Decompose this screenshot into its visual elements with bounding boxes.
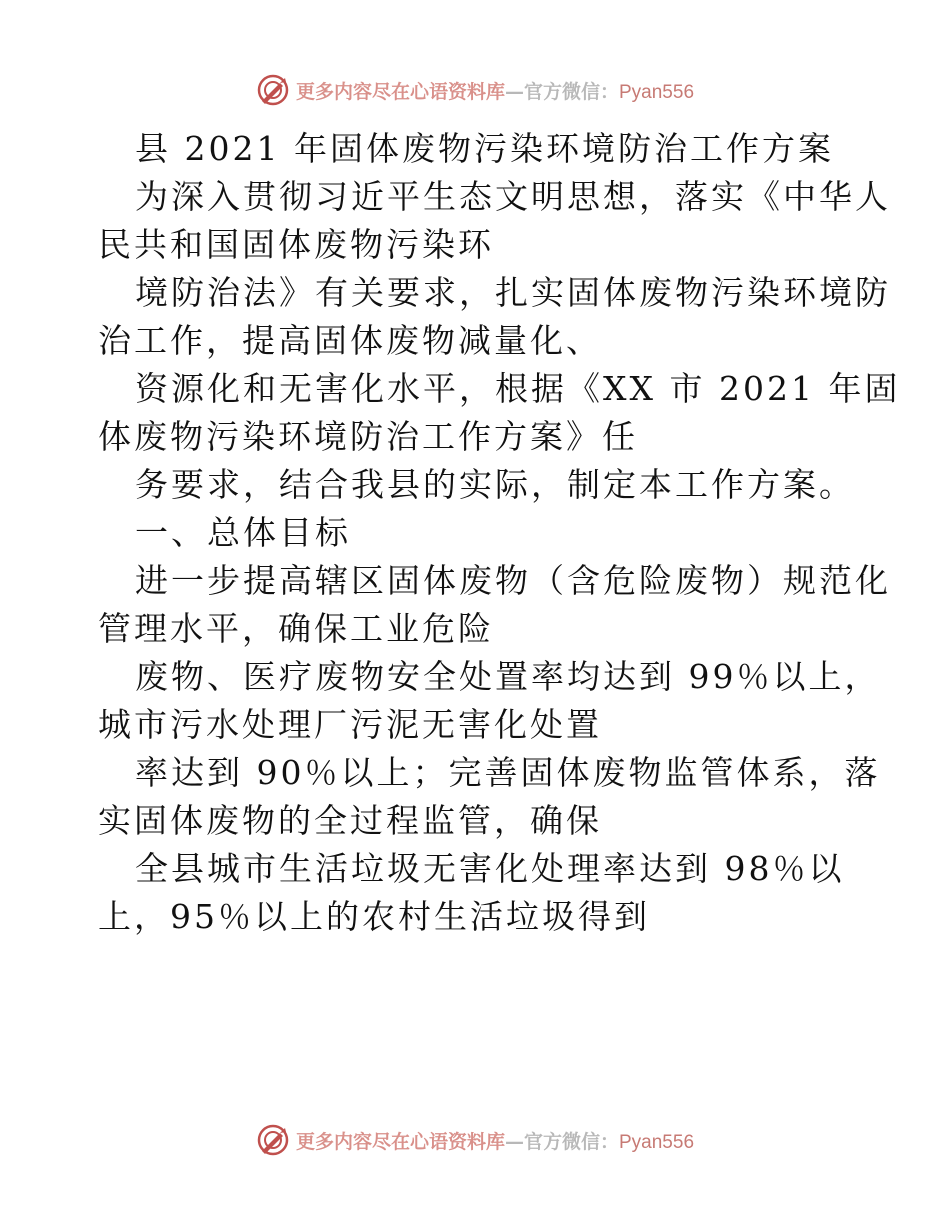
text-line: 体废物污染环境防治工作方案》任 (98, 417, 638, 456)
document-body (98, 125, 901, 941)
text-line: 进一步提高辖区固体废物（含危险废物）规范化 (135, 561, 891, 600)
text-line: 资源化和无害化水平，根据《XX 市 2021 年固 (135, 369, 901, 408)
text-line: 为深入贯彻习近平生态文明思想，落实《中华人 (135, 177, 891, 216)
header-watermark-banner (0, 70, 950, 110)
text-line: 民共和国固体废物污染环 (98, 225, 494, 264)
text-line: 全县城市生活垃圾无害化处理率达到 98％以 (135, 849, 845, 888)
banner-wechat-label: —官方微信： (504, 1130, 619, 1153)
text-line: 上，95％以上的农村生活垃圾得到 (98, 897, 650, 936)
text-line: 治工作，提高固体废物减量化、 (98, 321, 602, 360)
text-line: 管理水平，确保工业危险 (98, 609, 494, 648)
banner-wechat-id: Pyan556 (619, 1131, 695, 1153)
text-line: 实固体废物的全过程监管，确保 (98, 801, 602, 840)
text-line: 率达到 90％以上；完善固体废物监管体系，落 (135, 753, 881, 792)
text-line: 一、总体目标 (135, 513, 351, 552)
logo-icon (256, 1123, 290, 1157)
banner-site-name: 更多内容尽在心语资料库 (295, 80, 505, 103)
banner-wechat-id: Pyan556 (619, 81, 695, 103)
text-line: 城市污水处理厂污泥无害化处置 (98, 705, 602, 744)
text-line: 境防治法》有关要求，扎实固体废物污染环境防 (135, 273, 891, 312)
text-line: 务要求，结合我县的实际，制定本工作方案。 (135, 465, 855, 504)
text-line: 县 2021 年固体废物污染环境防治工作方案 (135, 129, 834, 168)
text-line: 废物、医疗废物安全处置率均达到 99％以上， (135, 657, 881, 696)
banner-text (296, 1127, 694, 1154)
logo-icon (256, 73, 290, 107)
banner-wechat-label: —官方微信： (504, 80, 619, 103)
footer-watermark-banner (0, 1120, 950, 1160)
banner-site-name: 更多内容尽在心语资料库 (295, 1130, 505, 1153)
banner-text (296, 77, 694, 104)
